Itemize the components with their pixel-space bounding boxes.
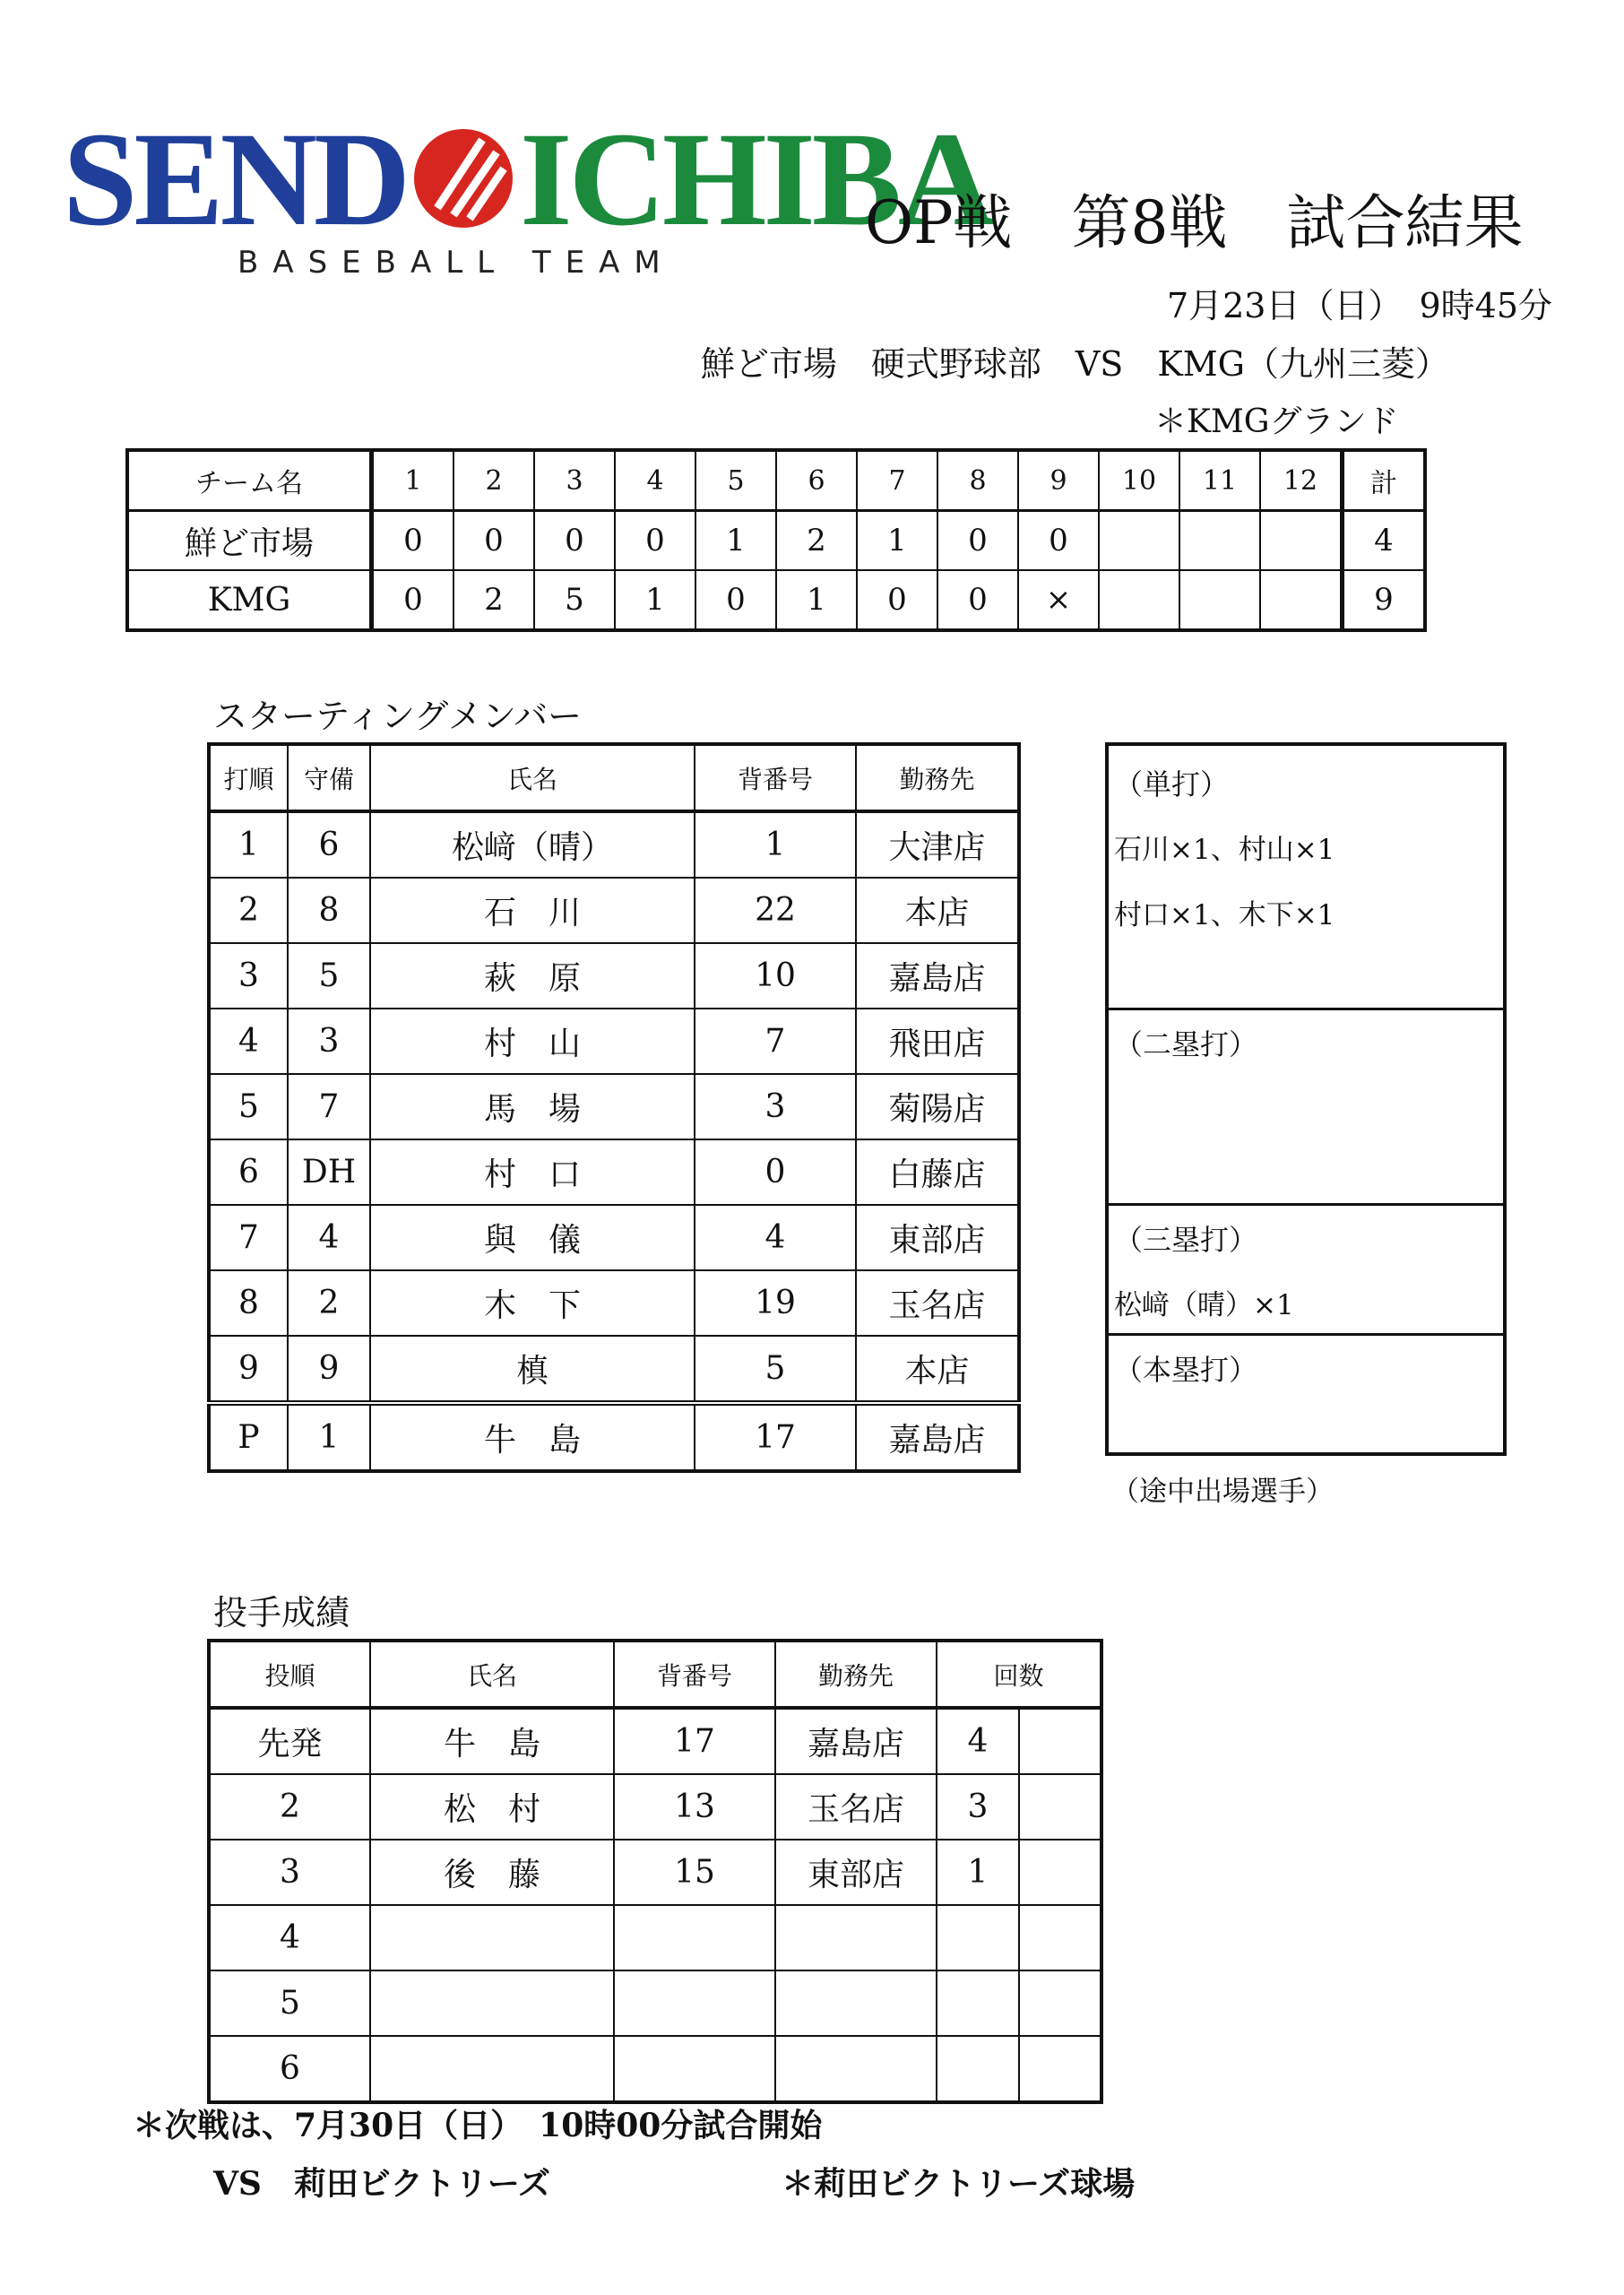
total-score: 9 [1343,570,1426,630]
inning-score: 0 [372,570,454,630]
workplace: 白藤店 [856,1139,1019,1205]
logo-part-ichiba: ICHIBA [520,105,992,254]
position: 8 [288,878,370,943]
inning-score: 0 [454,511,534,571]
player-name: 木 下 [370,1270,695,1336]
hits-summary-box [1105,742,1507,1456]
inning-header: 3 [534,450,615,511]
team-logo [63,105,992,291]
col-header: 勤務先 [775,1641,937,1708]
inning-score: × [1018,570,1099,630]
table-row [209,1970,1101,2036]
pitcher-name [370,1905,614,1970]
col-header: 氏名 [370,1641,614,1708]
batting-order: 9 [209,1336,288,1403]
pitch-order: 5 [209,1970,370,2036]
triples-label: （三塁打） [1114,1223,1258,1257]
singles-line: 村口×1、木下×1 [1114,899,1335,931]
inning-score: 0 [1018,511,1099,571]
col-header: 守備 [288,744,370,811]
inning-score [1260,511,1343,571]
player-name: 與 儀 [370,1205,695,1270]
position: 6 [288,811,370,878]
inning-score: 0 [372,511,454,571]
inning-header: 6 [776,450,857,511]
pitching-header-row [209,1641,1101,1708]
inning-header: 11 [1179,450,1260,511]
workplace: 嘉島店 [856,1403,1019,1471]
jersey-number: 19 [695,1270,856,1336]
innings-fraction [1019,1774,1101,1840]
inning-score [1260,570,1343,630]
next-game-notice: ＊次戦は、7月30日（日） 10時00分試合開始 [133,2107,823,2144]
position: 5 [288,943,370,1009]
inning-header: 7 [857,450,937,511]
position: 7 [288,1074,370,1139]
player-name: 石 川 [370,878,695,943]
inning-score [1179,570,1260,630]
workplace: 菊陽店 [856,1074,1019,1139]
workplace [775,1970,937,2036]
workplace: 東部店 [775,1840,937,1905]
table-row [209,1336,1019,1403]
batting-order: 7 [209,1205,288,1270]
table-row [209,1205,1019,1270]
workplace: 本店 [856,1336,1019,1403]
workplace: 嘉島店 [775,1708,937,1774]
lineup-header-row [209,744,1019,811]
inning-score: 1 [615,570,695,630]
inning-score: 0 [534,511,615,571]
inning-score: 0 [615,511,695,571]
pitcher-name: 後 藤 [370,1840,614,1905]
singles-block [1109,746,1503,1010]
starting-lineup-table [207,742,1021,1473]
table-row [209,2036,1101,2102]
triples-line: 松﨑（晴）×1 [1114,1289,1294,1321]
workplace [775,2036,937,2102]
game-date: 7月23日（日） 9時45分 [1166,286,1552,325]
batting-order: 2 [209,878,288,943]
pitch-order: 2 [209,1774,370,1840]
pitching-table [207,1639,1103,2104]
innings-fraction [1019,1708,1101,1774]
table-row [209,1840,1101,1905]
homers-label: （本塁打） [1114,1353,1258,1387]
singles-line: 石川×1、村山×1 [1114,834,1335,866]
workplace: 玉名店 [856,1270,1019,1336]
inning-header: 12 [1260,450,1343,511]
pitcher-name [370,2036,614,2102]
innings-fraction [1019,1840,1101,1905]
table-row [209,1270,1019,1336]
table-row [209,1139,1019,1205]
inning-score: 0 [937,511,1018,571]
substitutes-label: （途中出場選手） [1111,1476,1334,1508]
inning-header: 8 [937,450,1018,511]
player-name: 牛 島 [370,1403,695,1471]
col-header: 背番号 [614,1641,775,1708]
pitch-order: 4 [209,1905,370,1970]
table-row-pitcher [209,1403,1019,1471]
position: 1 [288,1403,370,1471]
logo-wordmark [63,105,992,254]
workplace: 東部店 [856,1205,1019,1270]
innings-fraction [1019,1970,1101,2036]
starting-section-title: スターティングメンバー [213,697,583,736]
inning-score: 0 [695,570,776,630]
inning-score: 0 [937,570,1018,630]
jersey-number: 15 [614,1840,775,1905]
position: DH [288,1139,370,1205]
position: 3 [288,1009,370,1074]
jersey-number: 13 [614,1774,775,1840]
innings-fraction [1019,2036,1101,2102]
player-name: 槙 [370,1336,695,1403]
jersey-number [614,2036,775,2102]
inning-score: 2 [454,570,534,630]
workplace: 飛田店 [856,1009,1019,1074]
jersey-number [614,1905,775,1970]
player-name: 村 山 [370,1009,695,1074]
inning-score [1179,511,1260,571]
table-row [209,878,1019,943]
jersey-number: 5 [695,1336,856,1403]
game-matchup: 鮮ど市場 硬式野球部 VS KMG（九州三菱） [700,344,1449,384]
position: 4 [288,1205,370,1270]
logo-subtitle: BASEBALL TEAM [238,245,675,281]
team-name: KMG [127,570,372,630]
pitch-order: 6 [209,2036,370,2102]
inning-score: 5 [534,570,615,630]
pitch-order: 3 [209,1840,370,1905]
inning-header: 4 [615,450,695,511]
inning-header: 10 [1099,450,1179,511]
total-header: 計 [1343,450,1426,511]
next-game-opponent: VS 莉田ビクトリーズ [213,2165,551,2203]
batting-order: 6 [209,1139,288,1205]
table-row [209,1774,1101,1840]
inning-header: 2 [454,450,534,511]
doubles-block [1109,1008,1503,1206]
inning-header: 9 [1018,450,1099,511]
batting-order: 5 [209,1074,288,1139]
inning-score: 1 [695,511,776,571]
page-title: OP戦 第8戦 試合結果 [865,188,1524,257]
workplace [775,1905,937,1970]
col-header: 投順 [209,1641,370,1708]
player-name: 松﨑（晴） [370,811,695,878]
player-name: 馬 場 [370,1074,695,1139]
table-row [209,943,1019,1009]
position: 2 [288,1270,370,1336]
inning-header: 1 [372,450,454,511]
jersey-number: 1 [695,811,856,878]
singles-label: （単打） [1114,767,1230,801]
batting-order: P [209,1403,288,1471]
inning-header: 5 [695,450,776,511]
table-row [209,1905,1101,1970]
game-venue: ＊KMGグランド [1154,403,1399,440]
inning-score: 1 [776,570,857,630]
jersey-number: 17 [695,1403,856,1471]
batting-order: 4 [209,1009,288,1074]
inning-score [1099,570,1179,630]
table-row [209,1009,1019,1074]
innings-pitched [937,1905,1019,1970]
logo-part-send: SEND [63,105,408,254]
innings-pitched: 1 [937,1840,1019,1905]
logo-ball-icon [410,119,516,225]
pitcher-name: 牛 島 [370,1708,614,1774]
pitcher-name [370,1970,614,2036]
inning-score: 0 [857,570,937,630]
jersey-number: 22 [695,878,856,943]
col-header: 勤務先 [856,744,1019,811]
inning-score [1099,511,1179,571]
inning-score: 1 [857,511,937,571]
batting-order: 1 [209,811,288,878]
table-row [209,1074,1019,1139]
col-header: 背番号 [695,744,856,811]
team-name-header: チーム名 [127,450,372,511]
jersey-number: 10 [695,943,856,1009]
inning-score: 2 [776,511,857,571]
workplace: 本店 [856,878,1019,943]
workplace: 嘉島店 [856,943,1019,1009]
jersey-number: 3 [695,1074,856,1139]
col-header: 回数 [937,1641,1101,1708]
scoreboard-row [127,570,1425,630]
player-name: 萩 原 [370,943,695,1009]
col-header: 打順 [209,744,288,811]
innings-fraction [1019,1905,1101,1970]
doubles-label: （二塁打） [1114,1027,1258,1061]
jersey-number: 4 [695,1205,856,1270]
innings-pitched [937,1970,1019,2036]
next-game-venue: ＊莉田ビクトリーズ球場 [782,2165,1136,2203]
batting-order: 8 [209,1270,288,1336]
batting-order: 3 [209,943,288,1009]
pitching-section-title: 投手成績 [213,1593,350,1632]
total-score: 4 [1343,511,1426,571]
team-name: 鮮ど市場 [127,511,372,571]
table-row [209,1708,1101,1774]
innings-pitched: 4 [937,1708,1019,1774]
pitcher-name: 松 村 [370,1774,614,1840]
scoreboard-header-row [127,450,1425,511]
pitch-order: 先発 [209,1708,370,1774]
jersey-number [614,1970,775,2036]
jersey-number: 17 [614,1708,775,1774]
table-row [209,811,1019,878]
position: 9 [288,1336,370,1403]
workplace: 大津店 [856,811,1019,878]
innings-pitched [937,2036,1019,2102]
triples-block [1109,1203,1503,1336]
jersey-number: 7 [695,1009,856,1074]
innings-pitched: 3 [937,1774,1019,1840]
col-header: 氏名 [370,744,695,811]
scoreboard-table [125,448,1427,632]
jersey-number: 0 [695,1139,856,1205]
player-name: 村 口 [370,1139,695,1205]
homers-block [1109,1333,1503,1454]
scoreboard-row [127,511,1425,571]
workplace: 玉名店 [775,1774,937,1840]
